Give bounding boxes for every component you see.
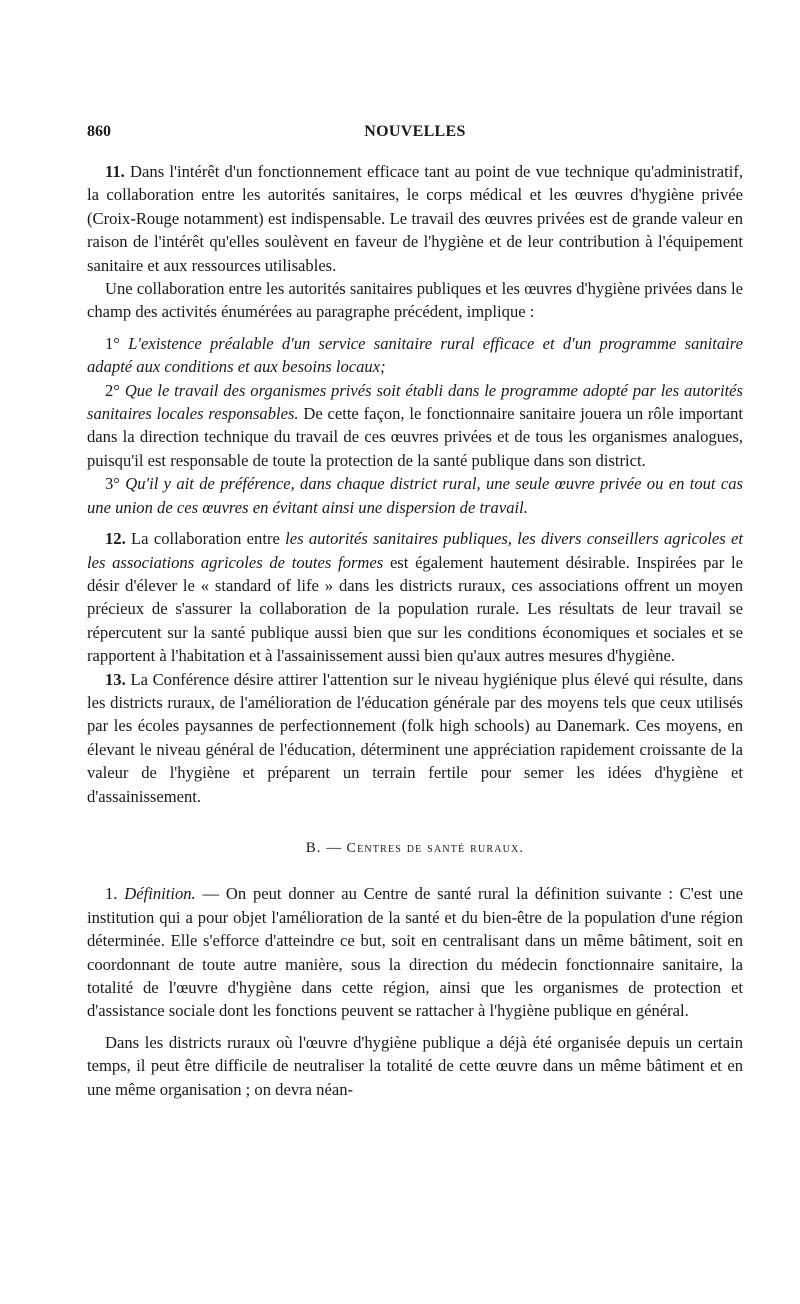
list-item-3-number: 3° [105,474,120,494]
paragraph-definition-number: 1. [105,884,118,904]
list-item-2-number: 2° [105,380,120,400]
paragraph-12-lead: La collaboration entre [131,529,280,549]
list-item-2-italic: Que le travail des organismes privés soit établi dans le programme adopté par les autorités sanitaires locales responsables. [87,380,743,424]
paragraph-12-italic: les autorités sanitaires publiques, les divers conseillers agricoles et les associations agricoles de toutes formes [87,529,743,572]
list-item-2 [87,379,743,473]
list-item-1-text: L'existence préalable d'un service sanitaire rural efficace et d'un programme sanitaire adapté aux conditions et aux besoins locaux; [87,333,743,377]
list-item-3 [87,472,743,519]
paragraph-12 [87,527,743,667]
running-header [87,120,743,144]
list-item-1 [87,332,743,379]
list-item-2-text: De cette façon, le fonctionnaire sanitaire jouera un rôle important dans la direction technique du travail de ces œuvres privées et de tous les organismes analogues, puisqu'il est responsable de toute la protection de la santé publique dans son district. [87,404,743,470]
paragraph-12-number: 12. [105,529,126,549]
document-page [87,120,743,1101]
page-number: 860 [87,123,111,140]
paragraph-11-number: 11. [105,162,125,181]
list-item-1-number: 1° [105,333,120,353]
section-prefix: B. — [305,839,343,856]
section-heading [87,836,743,860]
paragraph-definition-text: — On peut donner au Centre de santé rural la définition suivante : C'est une institution qui a pour objet l'amélioration de la santé et du bien-être de la population d'une région déterminée. Elle s'efforce d'atteindre ce but, soit en centralisant dans un même bâtiment, soit en coordonnant de toute autre manière, sous la direction du médecin fonctionnaire sanitaire, la totalité de l'œuvre d'hygiène dans cette région, ainsi que les organismes de protection et d'assistance sociale dont les fonctions peuvent se rattacher à l'hygiène publique en général. [87,884,743,1021]
paragraph-12-text: est également hautement désirable. Inspirées par le désir d'élever le « standard of life » dans les districts ruraux, ces associations offrent un moyen précieux de s'assurer la collaboration de la population rurale. Les résultats de leur travail se répercutent sur la santé publique aussi bien que sur les conditions économiques et sociales et se rapportent à l'habitation et à l'assainissement aussi bien qu'aux autres mesures d'hygiène. [87,552,743,666]
paragraph-13 [87,668,743,808]
paragraph-11-text: Dans l'intérêt d'un fonctionnement efficace tant au point de vue technique qu'administratif, la collaboration entre les autorités sanitaires, le corps médical et les œuvres d'hygiène privée (Croix-Rouge notamment) est indispensable. Le travail des œuvres privées est de grande valeur en raison de l'intérêt qu'elles soulèvent en faveur de l'hygiène et de leur contribution à l'équipement sanitaire et aux ressources utilisables. [87,162,743,275]
paragraph-last [87,1031,743,1101]
running-title: NOUVELLES [364,123,466,140]
list-item-3-text: Qu'il y ait de préférence, dans chaque district rural, une seule œuvre privée ou en tout cas une union de ces œuvres en évitant ainsi une dispersion de travail. [87,474,743,517]
paragraph-definition [87,882,743,1022]
paragraph-11 [87,160,743,277]
section-title: Centres de santé ruraux. [346,840,525,856]
paragraph-13-text: La Conférence désire attirer l'attention sur le niveau hygiénique plus élevé qui résulte, dans les districts ruraux, de l'amélioration de l'éducation générale par des moyens tels que ceux utilisés par les écoles paysannes de perfectionnement (folk high schools) au Danemark. Ces moyens, en élevant le niveau général de l'éducation, déterminent une appréciation rapidement croissante de la valeur de l'hygiène et préparent un terrain fertile pour semer les idées d'hygiène et d'assainissement. [87,669,743,806]
paragraph-13-number: 13. [105,669,126,689]
paragraph-collaboration-text: Une collaboration entre les autorités sanitaires publiques et les œuvres d'hygiène privées dans le champ des activités énumérées au paragraphe précédent, implique : [87,279,743,322]
paragraph-definition-term: Définition. [124,884,196,904]
paragraph-collaboration [87,277,743,324]
paragraph-last-text: Dans les districts ruraux où l'œuvre d'hygiène publique a déjà été organisée depuis un certain temps, il peut être difficile de neutraliser la totalité de cette œuvre dans un même bâtiment et en une même organisation ; on devra néan- [87,1032,743,1099]
